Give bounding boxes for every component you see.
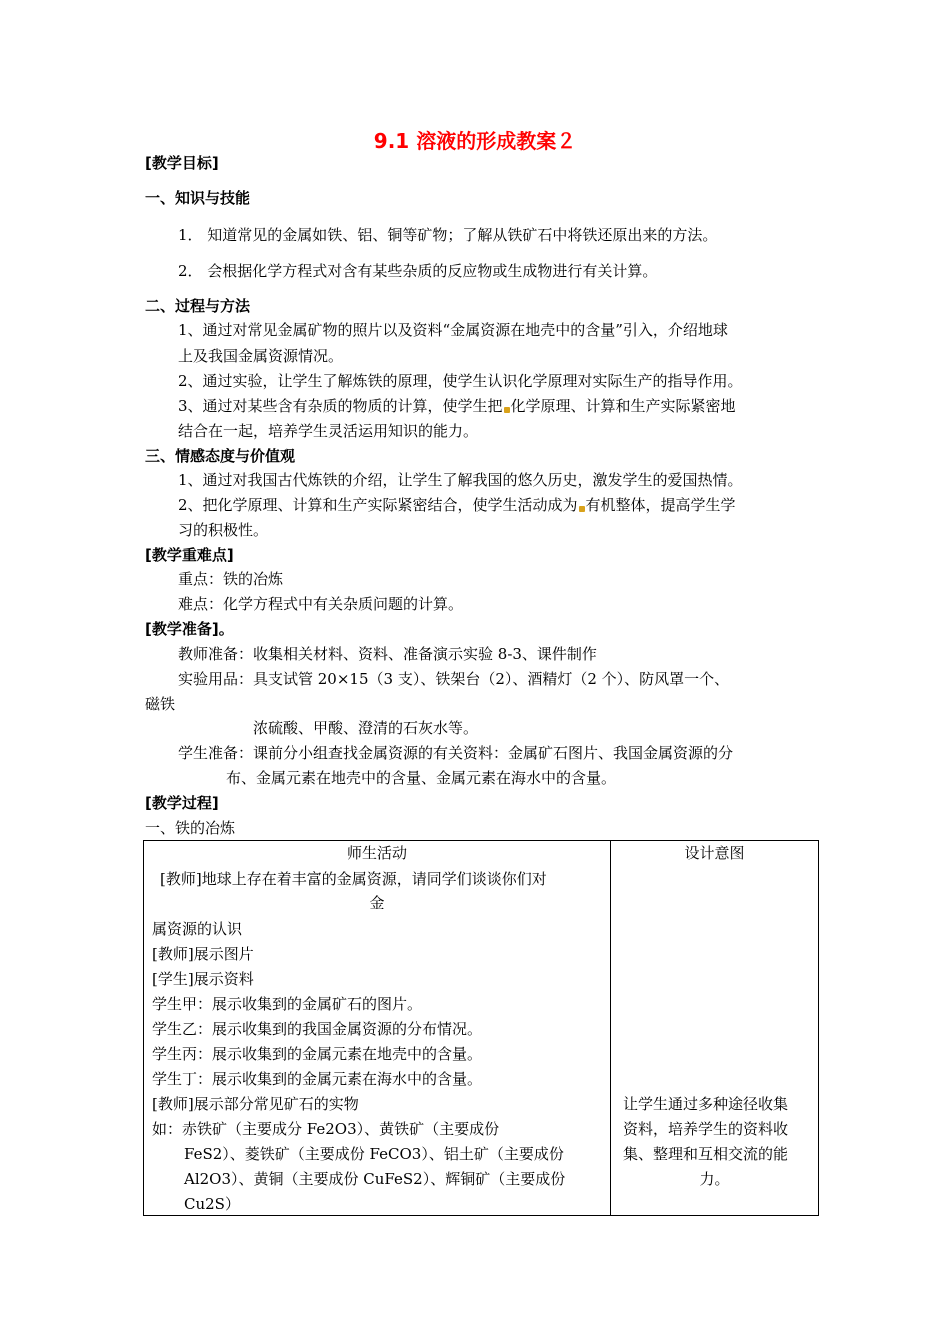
section-values-heading: 三、情感态度与价值观 xyxy=(145,447,296,465)
document-title: 9.1 溶液的形成教案２ xyxy=(373,129,577,153)
activity-line: 属资源的认识 xyxy=(152,920,243,938)
prep-student-1: 学生准备：课前分小组查找金属资源的有关资料：金属矿石图片、我国金属资源的分 xyxy=(178,744,734,762)
section-knowledge-heading: 一、知识与技能 xyxy=(145,189,251,207)
values-para-2a-end: 有机整体，提高学生学 xyxy=(585,496,736,514)
activity-line: 金 xyxy=(369,894,385,912)
activity-line: Cu2S） xyxy=(184,1195,240,1213)
intent-line: 资料，培养学生的资料收 xyxy=(623,1120,789,1138)
highlight-mark xyxy=(504,407,510,413)
keypoints-heading: [教学重难点] xyxy=(145,546,234,564)
activity-line: 学生丙：展示收集到的金属元素在地壳中的含量。 xyxy=(152,1045,483,1063)
section-process-heading: 二、过程与方法 xyxy=(145,297,251,315)
objectives-heading: [教学目标] xyxy=(145,154,219,172)
prep-heading: [教学准备]。 xyxy=(145,620,234,638)
values-para-2a-start: 2、把化学原理、计算和生产实际紧密结合，使学生活动成为 xyxy=(178,496,578,514)
intent-line: 集、整理和互相交流的能 xyxy=(623,1145,789,1163)
prep-teacher: 教师准备：收集相关材料、资料、准备演示实验 8-3、课件制作 xyxy=(178,645,597,663)
activity-line: FeS2）、菱铁矿（主要成份 FeCO3）、铝土矿（主要成份 xyxy=(184,1145,564,1163)
prep-student-2: 布、金属元素在地壳中的含量、金属元素在海水中的含量。 xyxy=(226,769,617,787)
prep-lab-3: 浓硫酸、甲酸、澄清的石灰水等。 xyxy=(253,719,479,737)
activity-line: 学生乙：展示收集到的我国金属资源的分布情况。 xyxy=(152,1020,483,1038)
activity-line: 学生甲：展示收集到的金属矿石的图片。 xyxy=(152,995,423,1013)
activity-line: Al2O3）、黄铜（主要成份 CuFeS2）、辉铜矿（主要成份 xyxy=(184,1170,566,1188)
process-para-2: 2、通过实验，让学生了解炼铁的原理，使学生认识化学原理对实际生产的指导作用。 xyxy=(178,372,743,390)
knowledge-item-2: 2． 会根据化学方程式对含有某些杂质的反应物或生成物进行有关计算。 xyxy=(178,262,658,280)
column-header-intent: 设计意图 xyxy=(684,844,745,862)
activity-cell xyxy=(144,841,611,1216)
process-para-1b: 上及我国金属资源情况。 xyxy=(178,347,344,365)
intent-cell xyxy=(611,841,819,1216)
knowledge-item-1: 1． 知道常见的金属如铁、铝、铜等矿物；了解从铁矿石中将铁还原出来的方法。 xyxy=(178,226,718,244)
activity-line: [教师]地球上存在着丰富的金属资源，请同学们谈谈你们对 xyxy=(160,870,547,888)
activity-line: [教师]展示图片 xyxy=(152,945,254,963)
activity-line: [教师]展示部分常见矿石的实物 xyxy=(152,1095,359,1113)
process-para-3a-start: 3、通过对某些含有杂质的物质的计算，使学生把 xyxy=(178,397,503,415)
process-table xyxy=(143,840,819,1216)
activity-line: [学生]展示资料 xyxy=(152,970,254,988)
process-para-3a-end: 化学原理、计算和生产实际紧密地 xyxy=(510,397,736,415)
keypoint-difficulty: 难点：化学方程式中有关杂质问题的计算。 xyxy=(178,595,464,613)
values-para-1: 1、通过对我国古代炼铁的介绍，让学生了解我国的悠久历史，激发学生的爱国热情。 xyxy=(178,471,743,489)
activity-line: 如：赤铁矿（主要成分 Fe2O3）、黄铁矿（主要成份 xyxy=(152,1120,500,1138)
prep-lab-1: 实验用品：具支试管 20×15（3 支）、铁架台（2）、酒精灯（2 个）、防风罩一个、 xyxy=(178,670,730,688)
process-heading: [教学过程] xyxy=(145,794,219,812)
prep-lab-2: 磁铁 xyxy=(145,695,176,713)
process-para-1a: 1、通过对常见金属矿物的照片以及资料“金属资源在地壳中的含量”引入，介绍地球 xyxy=(178,321,728,339)
column-header-activity: 师生活动 xyxy=(346,844,407,862)
keypoint-focus: 重点：铁的冶炼 xyxy=(178,570,284,588)
intent-line: 让学生通过多种途径收集 xyxy=(623,1095,789,1113)
highlight-mark xyxy=(579,506,585,512)
activity-line: 学生丁：展示收集到的金属元素在海水中的含量。 xyxy=(152,1070,483,1088)
process-para-3a xyxy=(178,396,736,416)
intent-line: 力。 xyxy=(699,1170,730,1188)
process-para-3b: 结合在一起，培养学生灵活运用知识的能力。 xyxy=(178,422,479,440)
values-para-2b: 习的积极性。 xyxy=(178,521,269,539)
process-subheading: 一、铁的冶炼 xyxy=(145,819,236,837)
values-para-2a xyxy=(178,495,736,515)
